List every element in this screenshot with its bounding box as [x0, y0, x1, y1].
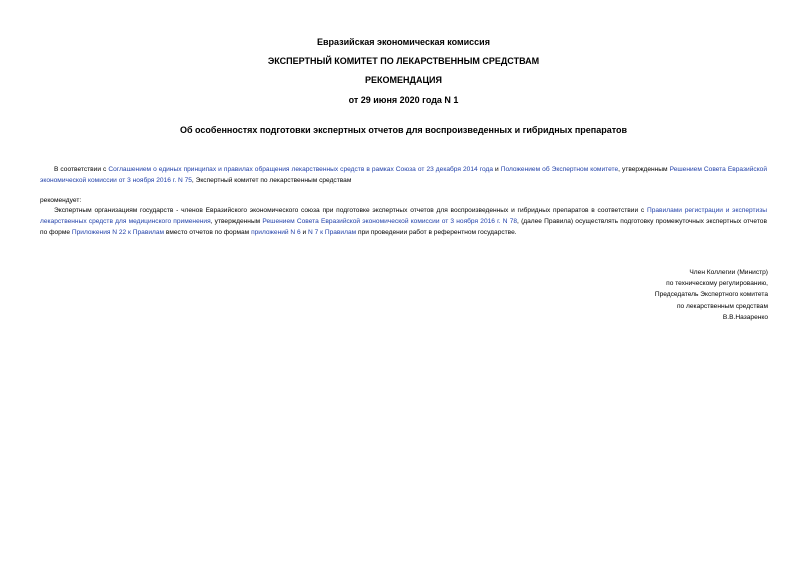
- org-name: Евразийская экономическая комиссия: [317, 37, 490, 47]
- signature-line-3: Председатель Экспертного комитета: [654, 291, 768, 299]
- link-appendix-7[interactable]: N 7 к Правилам: [308, 229, 357, 237]
- body-text-5: и: [300, 229, 309, 237]
- preamble-text-3: , утвержденным: [618, 166, 670, 173]
- link-agreement[interactable]: Соглашением о единых принципах и правилах обращения лекарственных средств в рамках Союза от 23 декабря 2014 года: [108, 166, 493, 173]
- signature-line-1: Член Коллегии (Министр): [689, 269, 768, 276]
- link-appendix-6[interactable]: приложений N 6: [251, 229, 301, 237]
- signature-line-4: по лекарственным средствам: [676, 302, 768, 310]
- committee-name: ЭКСПЕРТНЫЙ КОМИТЕТ ПО ЛЕКАРСТВЕННЫМ СРЕДСТВАМ: [267, 56, 540, 66]
- link-appendix-22[interactable]: Приложения N 22 к Правилам: [71, 229, 165, 237]
- signature-line-2: по техническому регулированию,: [666, 280, 768, 288]
- document-type: РЕКОМЕНДАЦИЯ: [365, 75, 442, 85]
- signature-name: В.В.Назаренко: [722, 313, 768, 321]
- recommends-label: рекомендует:: [40, 197, 82, 204]
- document-subject: Об особенностях подготовки экспертных отчетов для воспроизведенных и гибридных препаратов: [179, 125, 628, 135]
- body-paragraph: [40, 205, 767, 239]
- body-text-3: , (далее Правила) осуществлять подготовку промежуточных экспертных отчетов по форме: [40, 218, 767, 237]
- preamble-text-1: В соответствии с: [54, 166, 109, 173]
- link-decision-78[interactable]: Решением Совета Евразийской экономической комиссии от 3 ноября 2016 г. N 78: [262, 218, 518, 226]
- preamble-paragraph: [40, 164, 767, 186]
- link-registration-rules[interactable]: Правилами регистрации и экспертизы лекарственных средств для медицинского применения: [40, 207, 768, 226]
- link-decision-75[interactable]: Решением Совета Евразийской экономической комиссии от 3 ноября 2016 г. N 75: [40, 166, 768, 185]
- document-date: от 29 июня 2020 года N 1: [348, 95, 459, 105]
- preamble-text-4: , Экспертный комитет по лекарственным средствам: [191, 177, 352, 185]
- body-text-6: при проведении работ в референтном государстве.: [356, 229, 517, 237]
- body-text-2: , утвержденным: [210, 218, 263, 226]
- link-committee-regulation[interactable]: Положением об Экспертном комитете: [500, 166, 619, 173]
- signature-block: [655, 267, 768, 323]
- body-text-4: вместо отчетов по формам: [164, 229, 252, 237]
- preamble-text-2: и: [493, 166, 501, 173]
- body-text-1: Экспертным организациям государств - членов Евразийского экономического союза при подготовке экспертных отчетов для воспроизведенных и гибридных препаратов в соответствии с: [54, 207, 647, 214]
